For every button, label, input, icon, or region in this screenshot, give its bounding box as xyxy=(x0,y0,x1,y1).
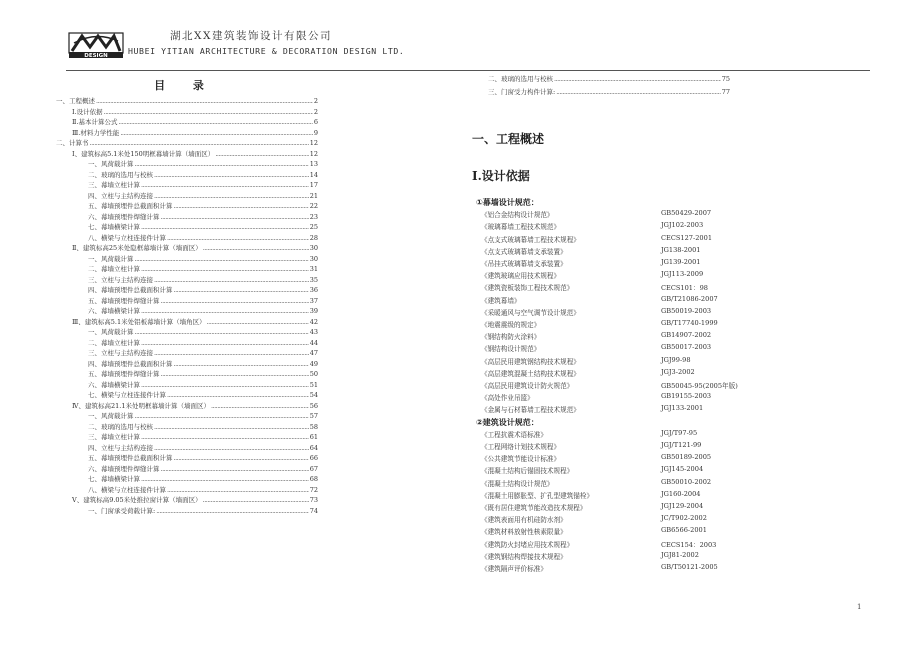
toc-entry-page: 14 xyxy=(309,170,318,179)
toc-entry[interactable] xyxy=(56,359,318,370)
toc-title: 目 录 xyxy=(154,79,216,92)
standard-name: 《建筑玻璃应用技术规程》 xyxy=(481,272,561,281)
standard-name: 《公共建筑节能设计标准》 xyxy=(481,455,561,464)
header-rule xyxy=(66,70,870,71)
standard-row xyxy=(481,356,781,368)
standard-row xyxy=(481,514,781,526)
standard-row xyxy=(481,295,781,307)
toc-entry[interactable] xyxy=(56,243,318,254)
toc-leader-dots xyxy=(215,149,308,160)
toc-entry-page: 17 xyxy=(309,181,318,189)
toc-entry[interactable] xyxy=(56,506,318,517)
standard-row xyxy=(481,270,781,282)
toc-entry[interactable] xyxy=(56,180,318,191)
standard-row xyxy=(481,490,781,502)
standard-row xyxy=(481,404,781,416)
toc-entry-label: 三、幕墙立柱计算 xyxy=(88,181,140,189)
standard-row xyxy=(481,526,781,538)
toc-entry-page: 12 xyxy=(309,139,318,147)
standard-name: 《吊挂式玻璃幕墙支承装置》 xyxy=(481,260,567,268)
toc-entry-label: 二、计算书 xyxy=(56,139,89,147)
toc-leader-dots xyxy=(554,73,721,86)
standard-code: JGJ3-2002 xyxy=(661,367,695,376)
standard-row xyxy=(481,453,781,465)
standard-code: JG139-2001 xyxy=(661,258,701,266)
standard-code: GB/T17740-1999 xyxy=(661,319,718,327)
toc-entry-label: 六、幕墙预埋件焊缝计算 xyxy=(88,212,160,221)
toc-leader-dots xyxy=(161,369,309,380)
toc-leader-dots xyxy=(203,495,309,506)
toc-entry-page: 2 xyxy=(313,97,318,105)
toc-entry-page: 22 xyxy=(309,202,318,210)
standard-row xyxy=(481,282,781,294)
standard-row xyxy=(481,551,781,563)
standard-name: 《建筑瓷板装饰工程技术规范》 xyxy=(481,284,574,293)
standard-row xyxy=(481,380,781,392)
toc-entry[interactable] xyxy=(56,296,318,307)
toc-entry-label: 五、幕墙预埋件总截面积计算 xyxy=(88,202,173,210)
toc-entry-label: 五、幕墙预埋件总截面积计算 xyxy=(88,454,173,462)
toc-leader-dots xyxy=(135,254,309,265)
toc-entry[interactable] xyxy=(56,191,318,202)
toc-entry[interactable] xyxy=(56,348,318,359)
toc-entry[interactable] xyxy=(56,411,318,422)
toc-entry[interactable] xyxy=(56,285,318,296)
toc-entry[interactable] xyxy=(56,327,318,338)
toc-entry[interactable] xyxy=(56,443,318,454)
standard-row xyxy=(481,502,781,514)
toc-entry[interactable] xyxy=(56,128,318,139)
toc-leader-dots xyxy=(167,485,309,496)
standard-code: CECS154：2003 xyxy=(661,540,717,549)
toc-entry[interactable] xyxy=(56,117,318,128)
toc-entry-label: 七、横梁与立柱连接件计算 xyxy=(88,391,166,399)
toc-leader-dots xyxy=(207,317,309,328)
standard-code: GB50189-2005 xyxy=(661,453,712,462)
standard-row xyxy=(481,307,781,319)
toc-leader-dots xyxy=(141,380,309,391)
toc-entry[interactable] xyxy=(56,401,318,412)
toc-entry-page: 72 xyxy=(309,485,318,494)
standard-name: 《点支式玻璃幕墙支承装置》 xyxy=(481,247,567,256)
standard-name: 《点支式玻璃幕墙工程技术规程》 xyxy=(481,235,580,244)
toc-entry-page: 25 xyxy=(309,223,318,231)
toc-entry[interactable] xyxy=(56,369,318,380)
standard-name: 《玻璃幕墙工程技术规范》 xyxy=(481,223,561,232)
toc-entry-page: 30 xyxy=(309,254,318,263)
toc-entry-page: 36 xyxy=(309,286,318,294)
toc-entry-page: 75 xyxy=(721,75,730,83)
standard-code: GB/T50121-2005 xyxy=(661,563,718,571)
toc-entry-page: 43 xyxy=(309,328,318,336)
page-number: 1 xyxy=(857,603,862,611)
toc-entry[interactable] xyxy=(56,380,318,391)
standard-name: 《铝合金结构设计规范》 xyxy=(481,211,554,220)
toc-leader-dots xyxy=(174,201,309,212)
standard-name: 《建筑隔声评价标准》 xyxy=(481,565,547,573)
toc-entry[interactable] xyxy=(488,86,730,99)
toc-entry-label: Ⅱ、建筑标高25米处隐框幕墙计算（墙面区） xyxy=(72,244,202,252)
standard-row xyxy=(481,478,781,490)
standard-code: JGJ133-2001 xyxy=(661,404,704,413)
toc-leader-dots xyxy=(167,390,309,401)
standard-code: JGJ81-2002 xyxy=(661,550,699,559)
toc-right-column xyxy=(488,73,730,98)
standard-row xyxy=(481,319,781,331)
toc-entry-page: 9 xyxy=(313,128,318,137)
toc-entry[interactable] xyxy=(56,159,318,170)
standard-code: GB19155-2003 xyxy=(661,392,712,401)
standard-row xyxy=(481,209,781,221)
standard-code: JC/T902-2002 xyxy=(661,514,707,523)
toc-leader-dots xyxy=(104,107,313,118)
toc-entry-page: 64 xyxy=(309,443,318,452)
standard-row xyxy=(481,343,781,355)
standard-code: GB50429-2007 xyxy=(661,209,712,218)
toc-entry[interactable] xyxy=(56,149,318,160)
toc-entry-page: 57 xyxy=(309,412,318,420)
standard-name: 《地震震级的规定》 xyxy=(481,321,541,329)
standard-row xyxy=(481,258,781,270)
logo-text: DESIGN xyxy=(84,53,108,59)
toc-entry[interactable] xyxy=(56,264,318,275)
toc-entry-page: 50 xyxy=(309,370,318,378)
standard-row xyxy=(481,539,781,551)
standard-code: JGJ145-2004 xyxy=(661,465,704,474)
toc-entry-label: 二、幕墙立柱计算 xyxy=(88,265,140,273)
standard-code: GB50045-95(2005年版) xyxy=(661,382,738,390)
toc-entry-label: 四、立柱与主结构连接 xyxy=(88,191,153,200)
standard-name: 《采暖通风与空气调节设计规范》 xyxy=(481,308,580,317)
standard-name: 《高层民用建筑设计防火规范》 xyxy=(481,382,574,390)
standard-code: GB50019-2003 xyxy=(661,306,712,315)
toc-entry-label: Ⅰ.设计依据 xyxy=(72,107,103,116)
standard-row xyxy=(481,563,781,575)
standard-name: 《混凝土用膨胀型、扩孔型建筑锚栓》 xyxy=(481,491,594,500)
toc-entry[interactable] xyxy=(56,222,318,233)
toc-entry-page: 47 xyxy=(309,349,318,357)
toc-entry-label: 一、风荷载计算 xyxy=(88,160,134,168)
toc-entry-page: 54 xyxy=(309,391,318,399)
toc-leader-dots xyxy=(141,306,309,317)
toc-leader-dots xyxy=(174,359,309,370)
toc-leader-dots xyxy=(161,464,309,475)
standards-group-title: ②建筑设计规范： xyxy=(476,417,539,427)
toc-leader-dots xyxy=(154,191,309,202)
company-logo xyxy=(68,31,124,59)
toc-entry-page: 73 xyxy=(309,496,318,504)
toc-entry-label: 一、风荷载计算 xyxy=(88,328,134,336)
toc-leader-dots xyxy=(154,275,309,286)
toc-entry-page: 66 xyxy=(309,454,318,462)
toc-entry-page: 42 xyxy=(309,317,318,326)
company-name-en: HUBEI YITIAN ARCHITECTURE & DECORATION DESIGN LTD. xyxy=(128,46,405,56)
company-name-cn: 湖北XX建筑装饰设计有限公司 xyxy=(170,30,332,42)
toc-entry[interactable] xyxy=(56,212,318,223)
toc-entry-page: 39 xyxy=(309,307,318,315)
standard-code: CECS127-2001 xyxy=(661,233,713,242)
standard-code: GB14907-2002 xyxy=(661,331,712,340)
toc-entry[interactable] xyxy=(56,453,318,464)
standard-code: GB/T21086-2007 xyxy=(661,294,718,303)
standard-code: CECS101：98 xyxy=(661,284,708,293)
toc-entry-label: Ⅲ、建筑标高5.1米处铝板幕墙计算（墙角区） xyxy=(72,317,206,326)
standard-code: GB50010-2002 xyxy=(661,477,712,486)
standard-row xyxy=(481,465,781,477)
toc-entry[interactable] xyxy=(56,233,318,244)
toc-entry-label: 三、立柱与主结构连接 xyxy=(88,349,153,357)
toc-leader-dots xyxy=(135,411,309,422)
toc-entry-page: 2 xyxy=(313,107,318,116)
toc-entry-label: 四、幕墙预埋件总截面积计算 xyxy=(88,286,173,294)
toc-entry-page: 35 xyxy=(309,275,318,284)
toc-entry[interactable] xyxy=(56,432,318,443)
standard-code: JGJ/T97-95 xyxy=(661,428,698,437)
toc-entry[interactable] xyxy=(56,464,318,475)
toc-entry-page: 37 xyxy=(309,296,318,305)
toc-entry-page: 77 xyxy=(721,87,730,96)
toc-entry-label: 一、风荷载计算 xyxy=(88,412,134,420)
toc-entry[interactable] xyxy=(488,73,730,86)
toc-entry-page: 23 xyxy=(309,212,318,221)
toc-entry-label: 四、立柱与主结构连接 xyxy=(88,443,153,452)
toc-entry-page: 30 xyxy=(309,244,318,252)
toc-leader-dots xyxy=(96,96,313,107)
toc-entry[interactable] xyxy=(56,422,318,433)
toc-entry[interactable] xyxy=(56,390,318,401)
toc-leader-dots xyxy=(154,170,309,181)
toc-entry-label: 二、玻璃的选用与校核 xyxy=(88,170,153,179)
toc-entry[interactable] xyxy=(56,485,318,496)
toc-entry-label: 七、幕墙横梁计算 xyxy=(88,475,140,483)
standard-row xyxy=(481,331,781,343)
toc-entry-page: 28 xyxy=(309,233,318,242)
standard-code: JG160-2004 xyxy=(661,489,701,498)
standard-name: 《混凝土结构后锚固技术规程》 xyxy=(481,467,574,476)
standard-name: 《高处作业吊篮》 xyxy=(481,394,534,403)
standard-row xyxy=(481,221,781,233)
toc-entry-label: 一、风荷载计算 xyxy=(88,254,134,263)
toc-leader-dots xyxy=(120,128,313,139)
toc-entry-label: 六、幕墙横梁计算 xyxy=(88,380,140,389)
toc-entry-label: 二、玻璃的选用与校核 xyxy=(488,75,553,83)
toc-entry-page: 67 xyxy=(309,464,318,473)
toc-leader-dots xyxy=(141,432,309,443)
standard-name: 《工程网络计划技术规程》 xyxy=(481,443,561,451)
standard-name: 《建筑材料放射性核素限量》 xyxy=(481,528,567,537)
toc-entry-label: 三、幕墙立柱计算 xyxy=(88,433,140,441)
toc-entry[interactable] xyxy=(56,338,318,349)
toc-entry[interactable] xyxy=(56,275,318,286)
toc-leader-dots xyxy=(90,138,309,149)
toc-leader-dots xyxy=(156,506,309,517)
standard-code: JGJ/T121-99 xyxy=(661,441,702,449)
toc-entry[interactable] xyxy=(56,254,318,265)
toc-leader-dots xyxy=(556,86,721,99)
toc-entry-page: 44 xyxy=(309,338,318,347)
toc-leader-dots xyxy=(211,401,309,412)
toc-leader-dots xyxy=(141,264,309,275)
toc-leader-dots xyxy=(135,327,309,338)
toc-entry-page: 49 xyxy=(309,359,318,368)
standard-name: 《建筑幕墙》 xyxy=(481,296,521,305)
section-heading: 一、工程概述 xyxy=(472,132,545,146)
toc-entry-page: 51 xyxy=(309,380,318,389)
standards-group-title: ①幕墙设计规范： xyxy=(476,198,539,207)
toc-entry-label: 三、门窗受力构件计算: xyxy=(488,87,556,96)
toc-leader-dots xyxy=(154,348,309,359)
standard-name: 《工程抗震术语标准》 xyxy=(481,430,547,439)
standard-name: 《建筑钢结构焊接技术规程》 xyxy=(481,552,567,561)
toc-leader-dots xyxy=(118,117,312,128)
toc-entry-page: 6 xyxy=(313,118,318,126)
standard-row xyxy=(481,429,781,441)
toc-entry-page: 74 xyxy=(309,506,318,515)
toc-entry-label: Ⅴ、建筑标高9.05米处推拉窗计算（墙面区） xyxy=(72,496,202,504)
toc-entry-label: 三、立柱与主结构连接 xyxy=(88,275,153,284)
toc-leader-dots xyxy=(174,285,309,296)
toc-entry-label: Ⅳ、建筑标高21.1米处明框幕墙计算（墙面区） xyxy=(72,401,210,410)
toc-entry-label: 七、幕墙横梁计算 xyxy=(88,223,140,231)
standard-code: JGJ102-2003 xyxy=(661,221,704,230)
toc-leader-dots xyxy=(135,159,309,170)
toc-entry[interactable] xyxy=(56,306,318,317)
toc-entry-page: 12 xyxy=(309,149,318,158)
toc-entry-page: 61 xyxy=(309,433,318,441)
toc-leader-dots xyxy=(167,233,309,244)
toc-entry-page: 31 xyxy=(309,265,318,273)
standard-name: 《钢结构防火涂料》 xyxy=(481,333,541,342)
toc-entry-label: 一、门窗承受荷载计算: xyxy=(88,506,156,515)
toc-leader-dots xyxy=(141,222,309,233)
toc-entry-page: 13 xyxy=(309,160,318,168)
toc-entry-label: 六、幕墙横梁计算 xyxy=(88,307,140,315)
standard-row xyxy=(481,246,781,258)
toc-entry-label: 五、幕墙预埋件焊缝计算 xyxy=(88,296,160,305)
toc-entry-page: 68 xyxy=(309,475,318,483)
standard-row xyxy=(481,234,781,246)
standard-name: 《金属与石材幕墙工程技术规范》 xyxy=(481,406,580,415)
toc-entry[interactable] xyxy=(56,107,318,118)
standard-code: JGJ129-2004 xyxy=(661,502,704,510)
toc-leader-dots xyxy=(203,243,309,254)
standard-name: 《高层建筑混凝土结构技术规程》 xyxy=(481,369,580,378)
standard-code: JGJ113-2009 xyxy=(661,270,704,279)
standard-code: JG138-2001 xyxy=(661,245,701,254)
standard-name: 《高层民用建筑钢结构技术规程》 xyxy=(481,357,580,366)
toc-entry-label: 四、幕墙预埋件总截面积计算 xyxy=(88,359,173,368)
standard-name: 《既有居住建筑节能改造技术规程》 xyxy=(481,504,587,512)
toc-leader-dots xyxy=(154,422,309,433)
toc-entry-label: 五、幕墙预埋件焊缝计算 xyxy=(88,370,160,378)
section-subheading: Ⅰ.设计依据 xyxy=(472,169,530,183)
standard-name: 《钢结构设计规范》 xyxy=(481,345,541,354)
standard-code: GB50017-2003 xyxy=(661,343,712,352)
standard-code: JGJ99-98 xyxy=(661,355,691,364)
toc-entry-label: 二、幕墙立柱计算 xyxy=(88,338,140,347)
toc-entry-label: Ⅰ、建筑标高5.1米处150明框幕墙计算（墙面区） xyxy=(72,149,215,158)
toc-entry[interactable] xyxy=(56,170,318,181)
toc-entry-label: Ⅱ.基本计算公式 xyxy=(72,118,118,126)
toc-entry-label: 二、玻璃的选用与校核 xyxy=(88,422,153,431)
toc-leader-dots xyxy=(161,212,309,223)
standard-row xyxy=(481,368,781,380)
standard-name: 《建筑防火封堵应用技术规程》 xyxy=(481,540,574,549)
toc-leader-dots xyxy=(141,180,309,191)
toc-entry-label: 八、横梁与立柱连接件计算 xyxy=(88,485,166,494)
toc-leader-dots xyxy=(141,474,309,485)
toc-left-column xyxy=(56,96,318,516)
standard-row xyxy=(481,392,781,404)
toc-entry[interactable] xyxy=(56,96,318,107)
standard-row xyxy=(481,441,781,453)
toc-entry-label: Ⅲ.材料力学性能 xyxy=(72,128,120,137)
toc-entry[interactable] xyxy=(56,138,318,149)
toc-entry-page: 21 xyxy=(309,191,318,200)
toc-leader-dots xyxy=(161,296,309,307)
toc-entry-label: 六、幕墙预埋件焊缝计算 xyxy=(88,464,160,473)
toc-entry[interactable] xyxy=(56,474,318,485)
toc-entry[interactable] xyxy=(56,495,318,506)
toc-entry-page: 58 xyxy=(309,422,318,431)
toc-leader-dots xyxy=(174,453,309,464)
toc-leader-dots xyxy=(154,443,309,454)
standard-name: 《混凝土结构设计规范》 xyxy=(481,479,554,488)
toc-entry-page: 56 xyxy=(309,401,318,410)
standard-code: GB6566-2001 xyxy=(661,526,707,535)
toc-entry[interactable] xyxy=(56,317,318,328)
toc-entry-label: 一、工程概述 xyxy=(56,97,95,105)
toc-entry-label: 八、横梁与立柱连接件计算 xyxy=(88,233,166,242)
toc-leader-dots xyxy=(141,338,309,349)
standard-name: 《建筑表面用有机硅防水剂》 xyxy=(481,516,567,525)
toc-entry[interactable] xyxy=(56,201,318,212)
